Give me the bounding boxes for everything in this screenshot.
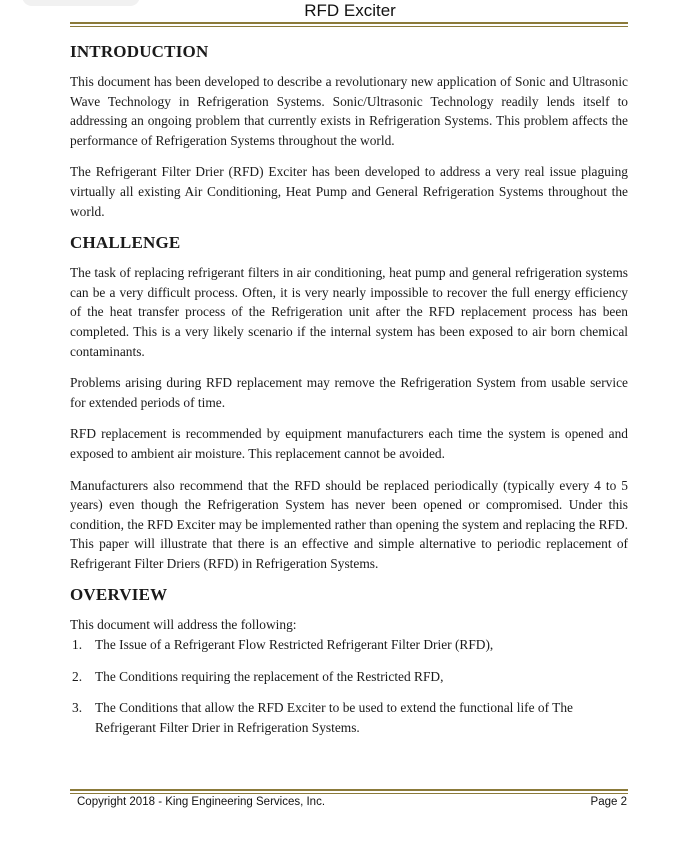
introduction-section xyxy=(70,42,628,221)
list-item xyxy=(70,698,628,737)
list-item-text: The Issue of a Refrigerant Flow Restricted Refrigerant Filter Drier (RFD), xyxy=(95,637,494,653)
challenge-section xyxy=(70,233,628,573)
footer-rule-thin xyxy=(70,793,628,794)
overview-heading: OVERVIEW xyxy=(70,585,168,605)
introduction-paragraph-1: This document has been developed to describe a revolutionary new application of Sonic and Ultrasonic Wave Technology in Refrigeration Systems. Sonic/Ultrasonic Technology readily lends itself to addressing an ongoing problem that currently exists in Refrigeration Systems. This problem affects the performance of Refrigeration Systems throughout the world. xyxy=(70,74,628,148)
challenge-paragraph-4: Manufacturers also recommend that the RFD should be replaced periodically (typically every 4 to 5 years) even though the Refrigeration System has never been opened or compromised. Under this condition, the RFD Exciter may be implemented rather than opening the system and replacing the RFD. This paper will illustrate that there is an effective and simple alternative to periodic replacement of Refrigerant Filter Driers (RFD) in Refrigeration Systems. xyxy=(70,477,628,571)
list-item xyxy=(70,667,628,687)
introduction-paragraph-2: The Refrigerant Filter Drier (RFD) Exciter has been developed to address a very real issue plaguing virtually all existing Air Conditioning, Heat Pump and General Refrigeration Systems throughout the world. xyxy=(70,164,628,219)
overview-intro: This document will address the following: xyxy=(70,617,297,633)
list-item-text: The Conditions that allow the RFD Exciter to be used to extend the functional life of The Refrigerant Filter Drier in Refrigeration Systems. xyxy=(95,700,573,735)
header-rule-thin xyxy=(70,26,628,27)
introduction-heading: INTRODUCTION xyxy=(70,42,209,61)
challenge-paragraph-2: Problems arising during RFD replacement may remove the Refrigeration System from usable service for extended periods of time. xyxy=(70,375,628,410)
list-item-number: 3. xyxy=(72,700,83,716)
list-item-text: The Conditions requiring the replacement of the Restricted RFD, xyxy=(95,668,444,684)
document-body xyxy=(70,42,628,749)
challenge-paragraph-1: The task of replacing refrigerant filters in air conditioning, heat pump and general refrigeration systems can be a very difficult process. Often, it is very nearly impossible to recover the full energy efficiency of the heat transfer process of the Refrigeration unit after the RFD replacement process has been completed. This is a very likely scenario if the internal system has been exposed to air born chemical contaminants. xyxy=(70,265,628,359)
overview-section xyxy=(70,585,628,737)
footer-copyright: Copyright 2018 - King Engineering Services, Inc. xyxy=(77,796,326,808)
overview-list xyxy=(70,635,628,737)
list-item-number: 1. xyxy=(72,637,83,653)
challenge-heading: CHALLENGE xyxy=(70,233,181,253)
footer-page-number: Page 2 xyxy=(590,796,627,808)
header-rule-thick xyxy=(70,22,628,24)
document-header-title: RFD Exciter xyxy=(304,1,396,20)
list-item xyxy=(70,635,628,655)
footer-rule-thick xyxy=(70,789,628,791)
challenge-paragraph-3: RFD replacement is recommended by equipment manufacturers each time the system is opened and exposed to ambient air moisture. This replacement cannot be avoided. xyxy=(70,426,628,461)
list-item-number: 2. xyxy=(72,668,83,684)
